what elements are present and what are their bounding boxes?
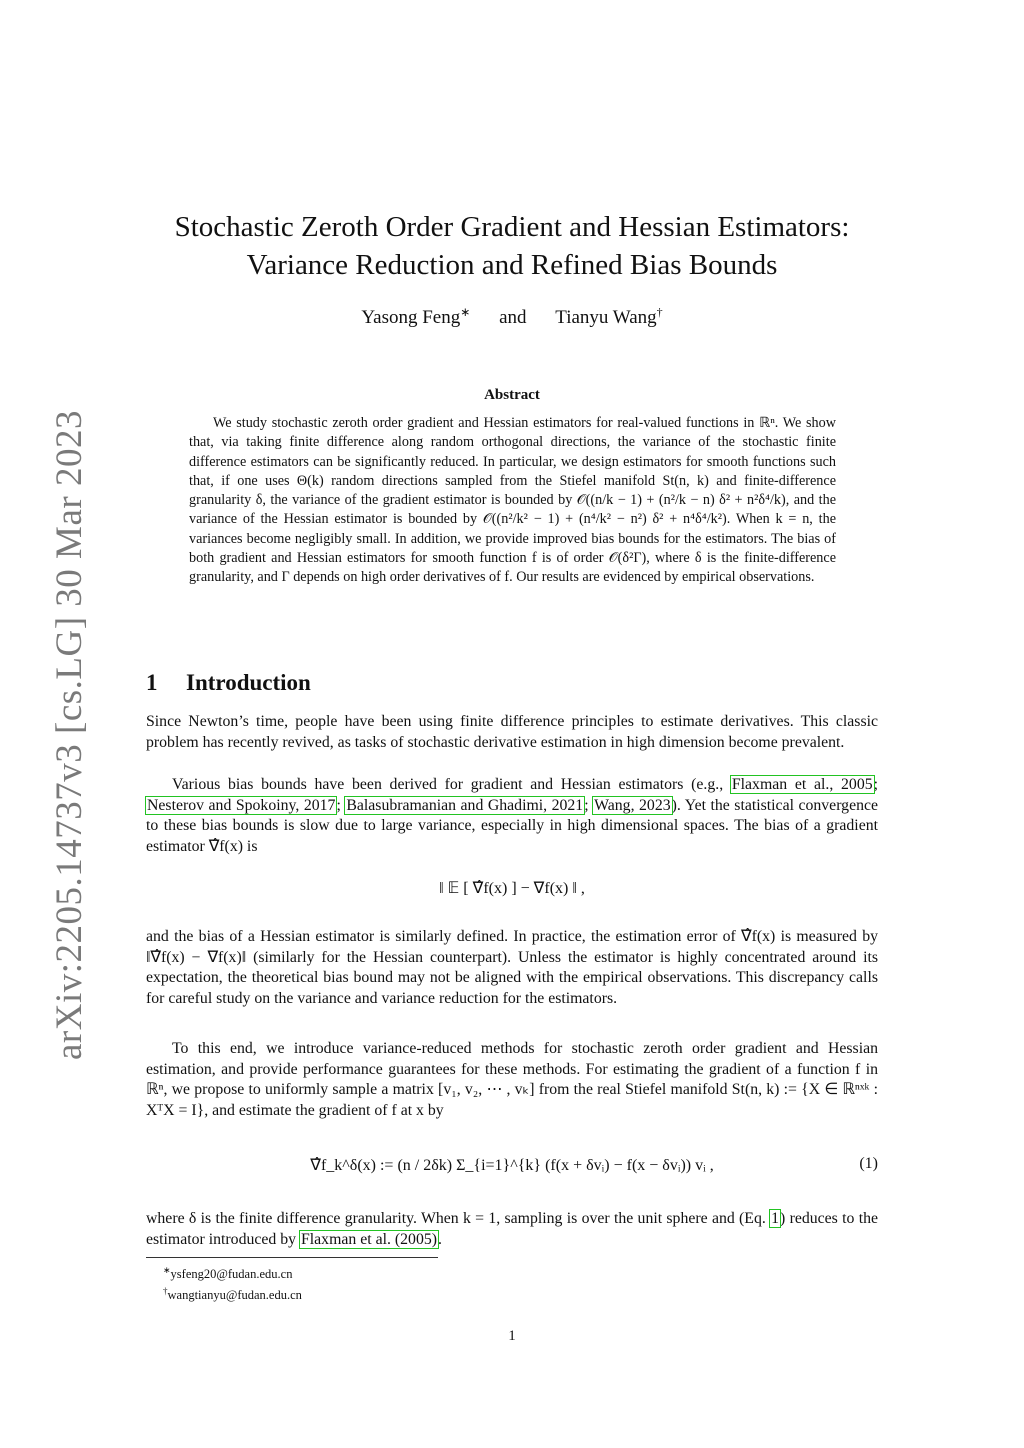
section-number: 1 bbox=[146, 670, 158, 695]
section-title: Introduction bbox=[186, 670, 311, 695]
intro-paragraph-2: Various bias bounds have been derived for gradient and Hessian estimators (e.g., Flaxman et al., 2005; Nesterov and Spokoiny, 2017; Balasubramanian and Ghadimi, 2021; Wang, 2023). Yet the statistical convergence to these bias bounds is slow due to large variance, especially in high dimensional spaces. The bias of a gradient estimator ∇̂f(x) is bbox=[146, 776, 878, 855]
equation-1-body: ∇̂f_k^δ(x) := (n / 2δk) Σ_{i=1}^{k} (f(x + δvᵢ) − f(x − δvᵢ)) vᵢ , bbox=[310, 1157, 714, 1174]
footnote-divider bbox=[146, 1257, 438, 1258]
citation-wang-2023[interactable]: Wang, 2023 bbox=[594, 796, 671, 814]
author-2-footnote-mark: † bbox=[656, 305, 663, 319]
author-1-footnote-mark: ∗ bbox=[460, 305, 471, 319]
bias-equation: ‖ 𝔼 [ ∇̂f(x) ] − ∇f(x) ‖ , bbox=[439, 880, 585, 897]
title-line-1: Stochastic Zeroth Order Gradient and Hessian Estimators: bbox=[174, 211, 850, 243]
paper-title bbox=[0, 208, 1024, 284]
abstract-body: We study stochastic zeroth order gradient and Hessian estimators for real-valued functions in ℝⁿ. We show that, via taking finite difference along random orthogonal directions, the variance of the stochastic finite difference estimators can be significantly reduced. In particular, we design estimators for smooth functions such that, if one uses Θ(k) random directions sampled from the Stiefel manifold St(n, k) and finite-difference granularity δ, the variance of the gradient estimator is bounded by 𝒪((n/k − 1) + (n²/k − n) δ² + n²δ⁴/k), and the variance of the Hessian estimator is bounded by 𝒪((n²/k² − 1) + (n⁴/k² − n²) δ² + n⁴δ⁴/k²). When k = n, the variances become negligibly small. In addition, we provide improved bias bounds for the estimators. The bias of both gradient and Hessian estimators for smooth function f is of order 𝒪(δ²Γ), where δ is the finite-difference granularity, and Γ depends on high order derivatives of f. Our results are evidenced by empirical observations. bbox=[189, 415, 836, 586]
citation-flaxman-2005[interactable]: Flaxman et al., 2005 bbox=[731, 776, 873, 793]
page-number: 1 bbox=[508, 1328, 516, 1344]
footnote-2: †wangtianyu@fudan.edu.cn bbox=[163, 1286, 302, 1303]
footnote-1: ∗ysfeng20@fudan.edu.cn bbox=[163, 1265, 293, 1282]
title-line-2: Variance Reduction and Refined Bias Bounds bbox=[246, 249, 778, 281]
intro-paragraph-1: Since Newton’s time, people have been using finite difference principles to estimate derivatives. This classic problem has recently revived, as tasks of stochastic derivative estimation in high dimension become prevalent. bbox=[146, 713, 878, 751]
author-2: Tianyu Wang† bbox=[555, 305, 663, 329]
citation-nesterov-2017[interactable]: Nesterov and Spokoiny, 2017 bbox=[147, 796, 336, 814]
arxiv-identifier-stamp: arXiv:2205.14737v3 [cs.LG] 30 Mar 2023 bbox=[49, 410, 90, 1060]
author-list bbox=[0, 305, 1024, 329]
footnote-2-email[interactable]: wangtianyu@fudan.edu.cn bbox=[167, 1288, 302, 1303]
footnote-1-email[interactable]: ysfeng20@fudan.edu.cn bbox=[170, 1267, 293, 1282]
equation-1 bbox=[146, 1155, 878, 1175]
author-1: Yasong Feng∗ bbox=[361, 305, 471, 329]
citation-flaxman-2005-second[interactable]: Flaxman et al. (2005) bbox=[301, 1230, 438, 1248]
section-heading-introduction bbox=[146, 670, 311, 696]
footnotes bbox=[163, 1262, 302, 1304]
abstract-heading: Abstract bbox=[484, 387, 540, 403]
citation-balasubramanian-2021[interactable]: Balasubramanian and Ghadimi, 2021 bbox=[346, 796, 584, 814]
intro-paragraph-3: and the bias of a Hessian estimator is similarly defined. In practice, the estimation error of ∇̂f(x) is measured by ‖∇̂f(x) − ∇f(x)‖ (similarly for the Hessian counterpart). Unless the estimator is highly concentrated around its expectation, the theoretical bias bound may not be aligned with the empirical observations. This discrepancy calls for careful study on the variance and variance reduction for the estimators. bbox=[146, 928, 878, 1007]
intro-paragraph-5: where δ is the finite difference granularity. When k = 1, sampling is over the unit sphere and (Eq. 1) reduces to the estimator introduced by Flaxman et al. (2005). bbox=[146, 1210, 879, 1248]
intro-paragraph-4: To this end, we introduce variance-reduced methods for stochastic zeroth order gradient and Hessian estimation, and provide performance guarantees for these methods. For estimating the gradient of a function f in ℝⁿ, we propose to uniformly sample a matrix [v₁, v₂, ⋯ , vₖ] from the real Stiefel manifold St(n, k) := {X ∈ ℝⁿˣᵏ : XᵀX = I}, and estimate the gradient of f at x by bbox=[146, 1040, 878, 1119]
author-conjunction: and bbox=[499, 307, 527, 329]
equation-1-number: (1) bbox=[859, 1155, 878, 1172]
equation-reference-1[interactable]: 1 bbox=[771, 1210, 780, 1227]
